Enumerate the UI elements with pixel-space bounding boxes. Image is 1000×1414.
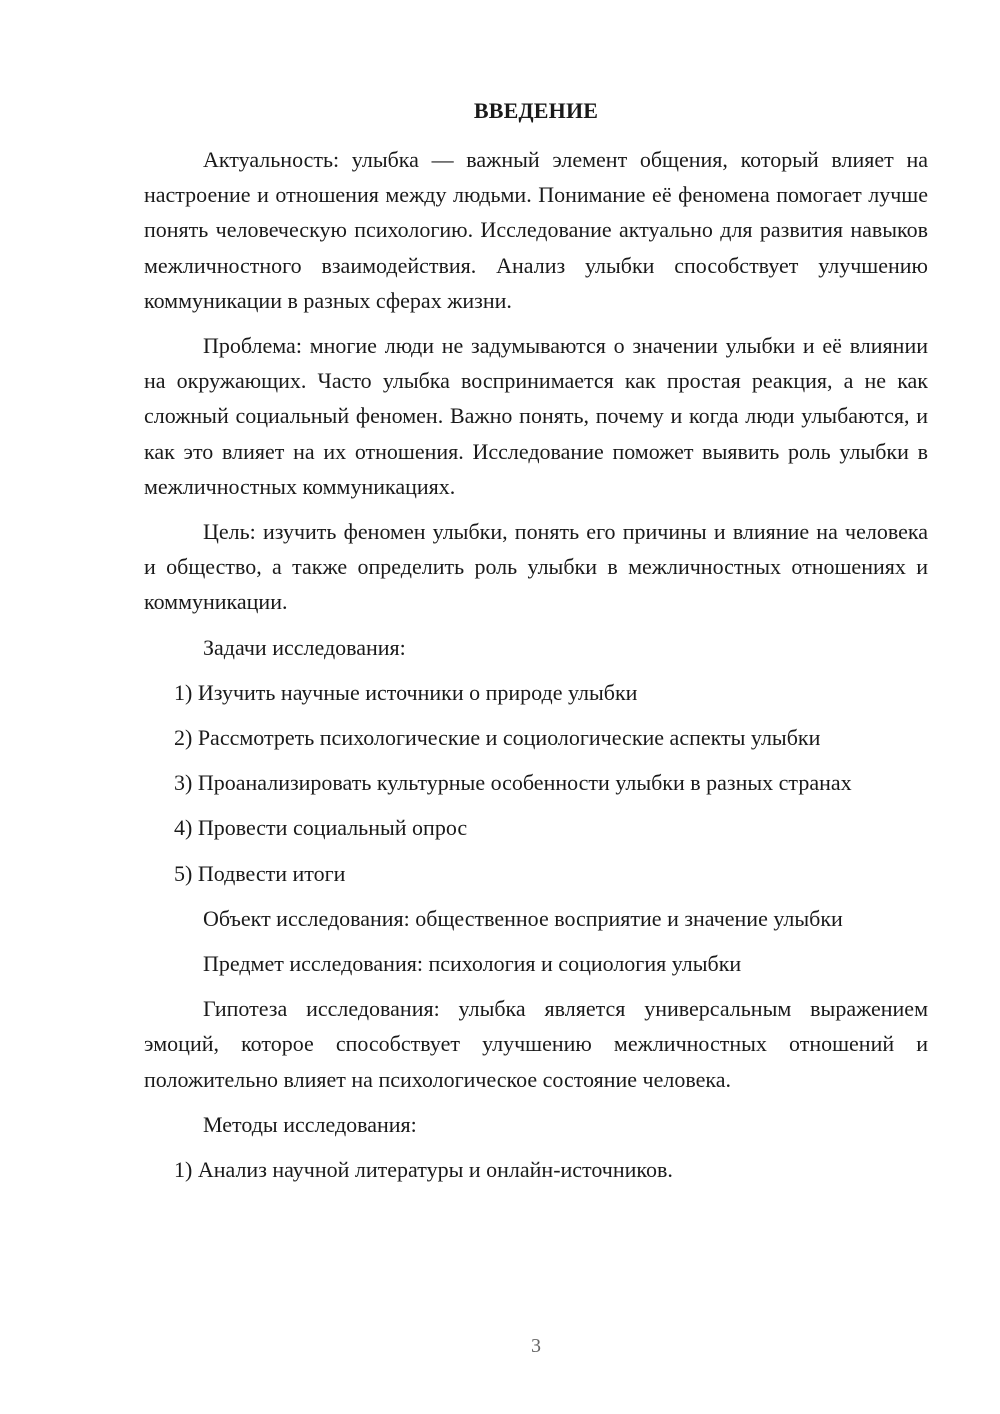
task-item: 4) Провести социальный опрос (174, 815, 468, 841)
task-item: 5) Подвести итоги (174, 860, 346, 886)
document-body (144, 142, 928, 1197)
object-paragraph: Объект исследования: общественное восприятие и значение улыбки (203, 905, 843, 931)
hypothesis-paragraph: Гипотеза исследования: улыбка является универсальным выражением эмоций, которое способствует улучшению межличностных отношений и положительно влияет на психологическое состояние человека. (144, 996, 928, 1092)
tasks-heading: Задачи исследования: (203, 634, 406, 660)
task-item: 2) Рассмотреть психологические и социологические аспекты улыбки (174, 725, 821, 751)
task-item: 3) Проанализировать культурные особенности улыбки в разных странах (174, 770, 852, 796)
task-item: 1) Изучить научные источники о природе улыбки (174, 679, 638, 705)
methods-heading: Методы исследования: (203, 1111, 417, 1137)
section-title: ВВЕДЕНИЕ (473, 98, 599, 123)
problem-paragraph: Проблема: многие люди не задумываются о значении улыбки и её влиянии на окружающих. Часто улыбка воспринимается как простая реакция, а не как сложный социальный феномен. Важно понять, почему и когда люди улыбаются, и как это влияет на их отношения. Исследование поможет выявить роль улыбки в межличностных коммуникациях. (144, 333, 928, 499)
page-number: 3 (531, 1335, 541, 1357)
method-item: 1) Анализ научной литературы и онлайн-источников. (174, 1157, 673, 1183)
subject-paragraph: Предмет исследования: психология и социология улыбки (203, 951, 742, 977)
relevance-paragraph: Актуальность: улыбка — важный элемент общения, который влияет на настроение и отношения между людьми. Понимание её феномена помогает лучше понять человеческую психологию. Исследование актуально для развития навыков межличностного взаимодействия. Анализ улыбки способствует улучшению коммуникации в разных сферах жизни. (144, 147, 928, 313)
goal-paragraph: Цель: изучить феномен улыбки, понять его причины и влияние на человека и общество, а также определить роль улыбки в межличностных отношениях и коммуникации. (144, 519, 928, 615)
